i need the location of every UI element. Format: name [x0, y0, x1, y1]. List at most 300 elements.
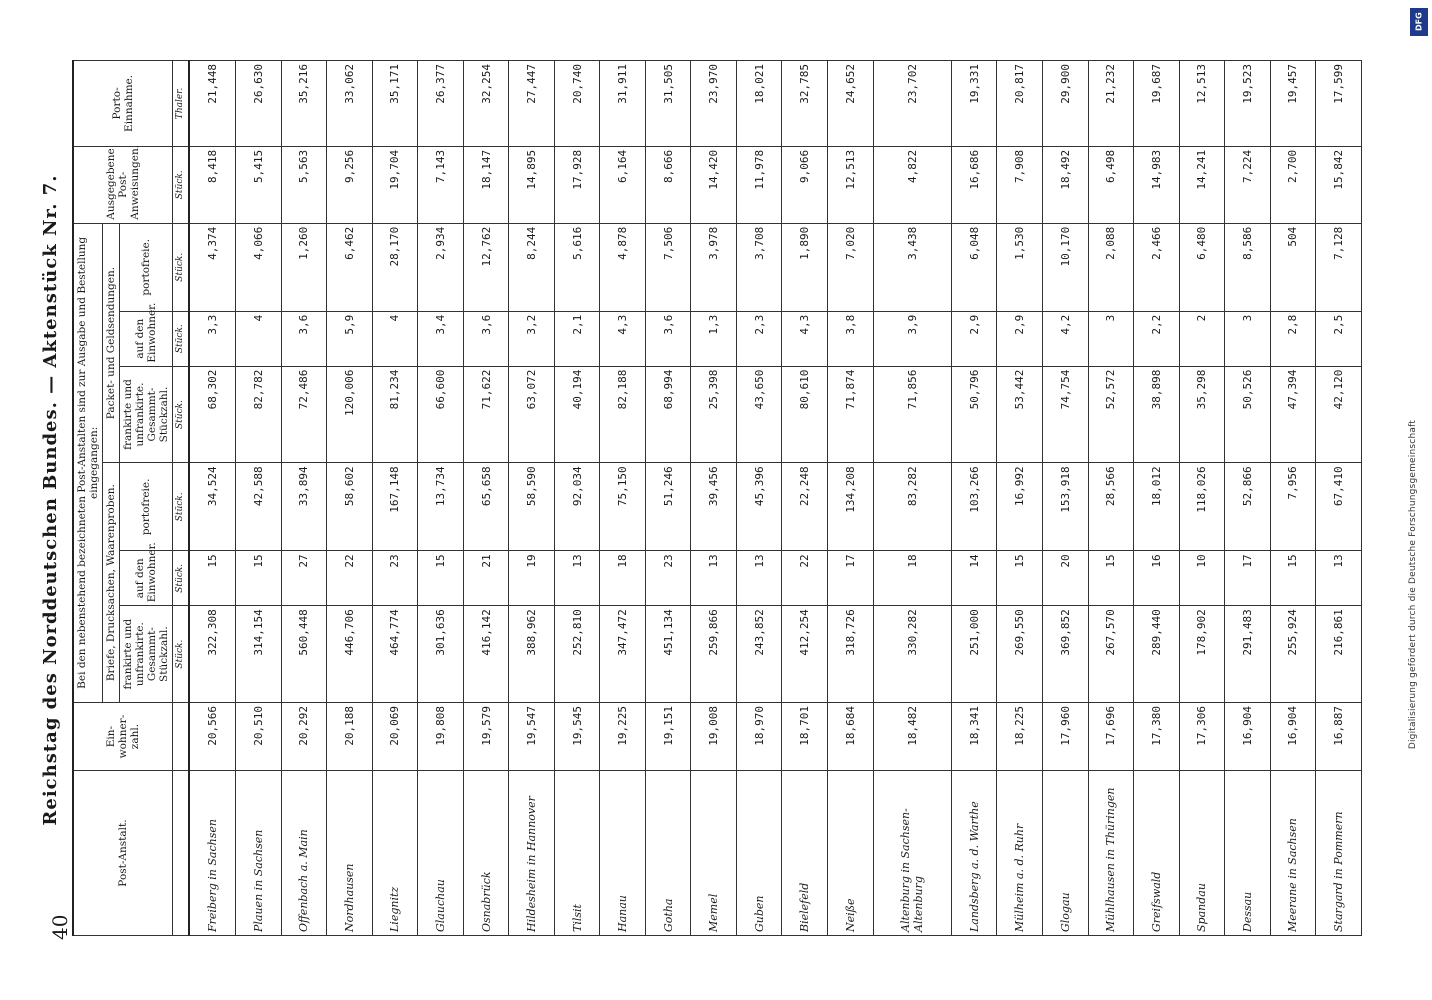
header-briefe: Briefe, Drucksachen, Waarenproben.	[103, 463, 120, 703]
cell-b-gesamt: 269,550	[997, 606, 1043, 703]
cell-p-gesamt: 47,394	[1270, 366, 1316, 463]
cell-einnahme: 12,513	[1179, 61, 1225, 147]
post-statistics-table	[72, 60, 1362, 936]
header-einwohnerzahl: Ein-wohner-zahl.	[73, 702, 173, 770]
cell-p-gesamt: 38,898	[1134, 366, 1180, 463]
cell-p-gesamt: 80,610	[782, 366, 828, 463]
cell-b-porto: 118,026	[1179, 463, 1225, 551]
cell-einnahme: 19,523	[1225, 61, 1271, 147]
cell-b-gesamt: 369,852	[1043, 606, 1089, 703]
cell-p-porto: 8,244	[509, 223, 555, 311]
cell-b-gesamt: 301,636	[418, 606, 464, 703]
cell-p-einw: 3	[1088, 311, 1134, 366]
cell-einnahme: 26,377	[418, 61, 464, 147]
cell-p-einw: 3,3	[189, 311, 236, 366]
cell-p-gesamt: 71,856	[873, 366, 951, 463]
cell-p-gesamt: 53,442	[997, 366, 1043, 463]
cell-anw: 2,700	[1270, 146, 1316, 223]
cell-anw: 17,928	[554, 146, 600, 223]
cell-name: Freiberg in Sachsen	[189, 771, 236, 936]
cell-name: Glauchau	[418, 771, 464, 936]
cell-p-porto: 28,170	[372, 223, 418, 311]
header-briefe-einwohner: auf den Einwohner.	[120, 551, 173, 606]
cell-b-gesamt: 412,254	[782, 606, 828, 703]
cell-p-einw: 3,4	[418, 311, 464, 366]
cell-b-gesamt: 216,861	[1316, 606, 1362, 703]
cell-anw: 15,842	[1316, 146, 1362, 223]
page-header-title: Reichstag des Norddeutschen Bundes. — Aktenstück Nr. 7.	[40, 174, 61, 826]
cell-b-gesamt: 330,282	[873, 606, 951, 703]
cell-b-einw: 15	[997, 551, 1043, 606]
table-row	[600, 61, 646, 936]
cell-b-porto: 103,266	[951, 463, 997, 551]
cell-b-porto: 153,918	[1043, 463, 1089, 551]
cell-einwohner: 19,547	[509, 702, 555, 770]
cell-b-porto: 33,894	[281, 463, 327, 551]
cell-einnahme: 31,505	[645, 61, 691, 147]
cell-b-porto: 167,148	[372, 463, 418, 551]
cell-anw: 14,420	[691, 146, 737, 223]
cell-p-einw: 2,9	[997, 311, 1043, 366]
table-row	[1179, 61, 1225, 936]
cell-b-gesamt: 446,706	[327, 606, 373, 703]
cell-b-gesamt: 291,483	[1225, 606, 1271, 703]
unit-blank	[173, 771, 189, 936]
cell-anw: 4,822	[873, 146, 951, 223]
cell-b-einw: 22	[327, 551, 373, 606]
cell-b-porto: 65,658	[463, 463, 509, 551]
cell-einnahme: 18,021	[736, 61, 782, 147]
cell-b-porto: 75,150	[600, 463, 646, 551]
header-frankirte: frankirte und unfrankirte.	[122, 379, 147, 450]
cell-name: Altenburg in Sachsen-Altenburg	[873, 771, 951, 936]
cell-name: Hanau	[600, 771, 646, 936]
cell-p-gesamt: 35,298	[1179, 366, 1225, 463]
cell-b-einw: 15	[1270, 551, 1316, 606]
cell-p-einw: 2,3	[736, 311, 782, 366]
cell-p-gesamt: 68,302	[189, 366, 236, 463]
header-briefe-portofreie: portofreie.	[120, 463, 173, 551]
cell-b-porto: 67,410	[1316, 463, 1362, 551]
cell-p-einw: 3	[1225, 311, 1271, 366]
cell-name: Tilsit	[554, 771, 600, 936]
cell-name: Greifswald	[1134, 771, 1180, 936]
cell-name: Landsberg a. d. Warthe	[951, 771, 997, 936]
unit-stueck: Stück.	[173, 223, 189, 311]
cell-einnahme: 33,062	[327, 61, 373, 147]
table-row	[327, 61, 373, 936]
cell-anw: 5,415	[236, 146, 282, 223]
cell-anw: 12,513	[827, 146, 873, 223]
cell-p-porto: 3,978	[691, 223, 737, 311]
cell-p-einw: 1,3	[691, 311, 737, 366]
cell-b-einw: 13	[554, 551, 600, 606]
cell-p-gesamt: 74,754	[1043, 366, 1089, 463]
cell-b-porto: 58,602	[327, 463, 373, 551]
cell-b-gesamt: 251,000	[951, 606, 997, 703]
cell-anw: 16,686	[951, 146, 997, 223]
cell-einnahme: 32,785	[782, 61, 828, 147]
cell-b-einw: 17	[1225, 551, 1271, 606]
cell-b-porto: 28,566	[1088, 463, 1134, 551]
cell-p-gesamt: 52,572	[1088, 366, 1134, 463]
cell-p-porto: 7,506	[645, 223, 691, 311]
cell-p-gesamt: 25,398	[691, 366, 737, 463]
cell-b-porto: 92,034	[554, 463, 600, 551]
cell-p-einw: 2,2	[1134, 311, 1180, 366]
cell-b-gesamt: 451,134	[645, 606, 691, 703]
cell-einwohner: 16,887	[1316, 702, 1362, 770]
cell-einnahme: 32,254	[463, 61, 509, 147]
cell-p-gesamt: 68,994	[645, 366, 691, 463]
cell-b-gesamt: 252,810	[554, 606, 600, 703]
digitization-credit: Digitalisierung gefördert durch die Deutsche Forschungsgemeinschaft	[1408, 420, 1418, 750]
cell-b-einw: 19	[509, 551, 555, 606]
cell-einnahme: 23,970	[691, 61, 737, 147]
cell-p-einw: 4,3	[782, 311, 828, 366]
cell-einnahme: 31,911	[600, 61, 646, 147]
cell-einnahme: 35,171	[372, 61, 418, 147]
unit-stueck: Stück.	[173, 551, 189, 606]
cell-p-porto: 3,708	[736, 223, 782, 311]
cell-p-porto: 7,128	[1316, 223, 1362, 311]
cell-einwohner: 19,008	[691, 702, 737, 770]
unit-stueck: Stück.	[173, 463, 189, 551]
cell-b-gesamt: 560,448	[281, 606, 327, 703]
cell-einwohner: 19,151	[645, 702, 691, 770]
table-row	[1225, 61, 1271, 936]
cell-anw: 18,147	[463, 146, 509, 223]
cell-einwohner: 18,684	[827, 702, 873, 770]
cell-p-porto: 12,762	[463, 223, 509, 311]
header-frankirte: frankirte und unfrankirte.	[122, 618, 147, 690]
cell-name: Nordhausen	[327, 771, 373, 936]
table-row	[418, 61, 464, 936]
cell-p-porto: 8,586	[1225, 223, 1271, 311]
cell-anw: 11,978	[736, 146, 782, 223]
unit-thaler: Thaler.	[173, 61, 189, 147]
cell-name: Spandau	[1179, 771, 1225, 936]
cell-b-einw: 17	[827, 551, 873, 606]
cell-anw: 9,256	[327, 146, 373, 223]
cell-einwohner: 18,225	[997, 702, 1043, 770]
header-packet: Packet- und Geldsendungen.	[103, 223, 120, 463]
cell-einwohner: 17,380	[1134, 702, 1180, 770]
cell-p-porto: 1,260	[281, 223, 327, 311]
cell-p-porto: 1,530	[997, 223, 1043, 311]
cell-p-gesamt: 71,874	[827, 366, 873, 463]
header-packet-portofreie: portofreie.	[120, 223, 173, 311]
cell-p-porto: 504	[1270, 223, 1316, 311]
cell-b-einw: 20	[1043, 551, 1089, 606]
cell-p-porto: 2,088	[1088, 223, 1134, 311]
table-row	[736, 61, 782, 936]
cell-name: Liegnitz	[372, 771, 418, 936]
header-briefe-gesamt	[120, 606, 173, 703]
cell-p-gesamt: 82,188	[600, 366, 646, 463]
header-packet-einwohner: auf den Einwohner.	[120, 311, 173, 366]
cell-name: Gotha	[645, 771, 691, 936]
cell-p-einw: 3,6	[463, 311, 509, 366]
cell-b-gesamt: 464,774	[372, 606, 418, 703]
table-row	[951, 61, 997, 936]
cell-b-einw: 15	[189, 551, 236, 606]
cell-b-porto: 22,248	[782, 463, 828, 551]
cell-b-einw: 16	[1134, 551, 1180, 606]
cell-b-gesamt: 178,902	[1179, 606, 1225, 703]
cell-b-porto: 39,456	[691, 463, 737, 551]
cell-b-porto: 134,208	[827, 463, 873, 551]
cell-einnahme: 26,630	[236, 61, 282, 147]
cell-p-einw: 2,1	[554, 311, 600, 366]
cell-b-porto: 34,524	[189, 463, 236, 551]
cell-anw: 14,895	[509, 146, 555, 223]
cell-name: Offenbach a. Main	[281, 771, 327, 936]
cell-b-einw: 15	[418, 551, 464, 606]
cell-anw: 7,143	[418, 146, 464, 223]
cell-b-einw: 27	[281, 551, 327, 606]
cell-anw: 8,418	[189, 146, 236, 223]
cell-p-porto: 6,048	[951, 223, 997, 311]
cell-name: Neiße	[827, 771, 873, 936]
cell-einwohner: 20,188	[327, 702, 373, 770]
cell-b-porto: 18,012	[1134, 463, 1180, 551]
cell-p-einw: 2,8	[1270, 311, 1316, 366]
cell-p-porto: 2,934	[418, 223, 464, 311]
cell-einnahme: 21,232	[1088, 61, 1134, 147]
cell-einnahme: 21,448	[189, 61, 236, 147]
cell-b-gesamt: 259,866	[691, 606, 737, 703]
cell-b-einw: 22	[782, 551, 828, 606]
table-row	[1270, 61, 1316, 936]
cell-einnahme: 24,652	[827, 61, 873, 147]
cell-p-porto: 4,066	[236, 223, 282, 311]
dfg-logo: DFG	[1410, 8, 1428, 36]
cell-p-gesamt: 42,120	[1316, 366, 1362, 463]
cell-name: Glogau	[1043, 771, 1089, 936]
table-row	[1088, 61, 1134, 936]
table-row	[554, 61, 600, 936]
cell-b-einw: 15	[1088, 551, 1134, 606]
cell-p-einw: 4	[236, 311, 282, 366]
cell-p-einw: 3,6	[281, 311, 327, 366]
cell-b-porto: 7,956	[1270, 463, 1316, 551]
cell-name: Plauen in Sachsen	[236, 771, 282, 936]
cell-name: Hildesheim in Hannover	[509, 771, 555, 936]
header-porto-einnahme: Porto-Einnahme.	[73, 61, 173, 147]
cell-name: Mülheim a. d. Ruhr	[997, 771, 1043, 936]
cell-b-gesamt: 347,472	[600, 606, 646, 703]
cell-p-gesamt: 72,486	[281, 366, 327, 463]
cell-einwohner: 19,579	[463, 702, 509, 770]
table-row	[782, 61, 828, 936]
cell-p-gesamt: 43,650	[736, 366, 782, 463]
table-row	[873, 61, 951, 936]
header-group-title: Bei den nebenstehend bezeichneten Post-Anstalten sind zur Ausgabe und Bestellung eingegangen:	[73, 223, 103, 702]
cell-einnahme: 19,331	[951, 61, 997, 147]
cell-b-porto: 83,282	[873, 463, 951, 551]
header-post-anweisungen: Ausgegebene Post-Anweisungen.	[73, 146, 173, 223]
header-gesamt-stueckzahl: Gesammt-Stückzahl.	[146, 626, 171, 682]
cell-b-einw: 21	[463, 551, 509, 606]
cell-anw: 9,066	[782, 146, 828, 223]
cell-anw: 8,666	[645, 146, 691, 223]
cell-p-einw: 3,9	[873, 311, 951, 366]
cell-einnahme: 23,702	[873, 61, 951, 147]
cell-b-porto: 52,866	[1225, 463, 1271, 551]
table-row	[189, 61, 236, 936]
table-row	[827, 61, 873, 936]
cell-b-einw: 10	[1179, 551, 1225, 606]
cell-einwohner: 16,904	[1270, 702, 1316, 770]
cell-p-gesamt: 50,796	[951, 366, 997, 463]
cell-b-porto: 13,734	[418, 463, 464, 551]
header-gesamt-stueckzahl: Gesammt-Stückzahl.	[146, 386, 171, 443]
cell-p-einw: 4,2	[1043, 311, 1089, 366]
cell-einwohner: 20,510	[236, 702, 282, 770]
page-number: 40	[48, 914, 72, 940]
cell-einwohner: 20,069	[372, 702, 418, 770]
cell-einwohner: 20,292	[281, 702, 327, 770]
cell-einwohner: 18,482	[873, 702, 951, 770]
cell-name: Mühlhausen in Thüringen	[1088, 771, 1134, 936]
cell-p-gesamt: 71,622	[463, 366, 509, 463]
cell-p-porto: 5,616	[554, 223, 600, 311]
cell-b-einw: 13	[1316, 551, 1362, 606]
cell-einnahme: 20,740	[554, 61, 600, 147]
table-row	[997, 61, 1043, 936]
cell-einnahme: 35,216	[281, 61, 327, 147]
cell-anw: 18,492	[1043, 146, 1089, 223]
cell-b-gesamt: 388,962	[509, 606, 555, 703]
cell-b-gesamt: 267,570	[1088, 606, 1134, 703]
cell-einwohner: 18,701	[782, 702, 828, 770]
header-packet-gesamt	[120, 366, 173, 463]
cell-p-gesamt: 82,782	[236, 366, 282, 463]
cell-p-porto: 6,480	[1179, 223, 1225, 311]
cell-p-einw: 2,9	[951, 311, 997, 366]
table-row	[236, 61, 282, 936]
cell-b-gesamt: 322,308	[189, 606, 236, 703]
cell-anw: 14,983	[1134, 146, 1180, 223]
cell-b-porto: 42,588	[236, 463, 282, 551]
cell-anw: 7,908	[997, 146, 1043, 223]
cell-einwohner: 17,960	[1043, 702, 1089, 770]
table-row	[645, 61, 691, 936]
cell-anw: 6,498	[1088, 146, 1134, 223]
table-body	[189, 61, 1362, 936]
header-post-anstalt: Post-Anstalt.	[73, 771, 173, 936]
table-row	[372, 61, 418, 936]
cell-b-gesamt: 243,852	[736, 606, 782, 703]
cell-einnahme: 17,599	[1316, 61, 1362, 147]
cell-anw: 14,241	[1179, 146, 1225, 223]
table-row	[1043, 61, 1089, 936]
unit-stueck: Stück.	[173, 146, 189, 223]
cell-einwohner: 19,225	[600, 702, 646, 770]
cell-b-einw: 23	[645, 551, 691, 606]
cell-name: Guben	[736, 771, 782, 936]
cell-b-gesamt: 416,142	[463, 606, 509, 703]
table-row	[509, 61, 555, 936]
table-row	[691, 61, 737, 936]
cell-b-gesamt: 314,154	[236, 606, 282, 703]
unit-blank	[173, 702, 189, 770]
cell-einwohner: 19,808	[418, 702, 464, 770]
cell-einwohner: 18,970	[736, 702, 782, 770]
cell-p-einw: 2	[1179, 311, 1225, 366]
cell-p-porto: 6,462	[327, 223, 373, 311]
unit-stueck: Stück.	[173, 606, 189, 703]
cell-b-gesamt: 255,924	[1270, 606, 1316, 703]
cell-b-porto: 51,246	[645, 463, 691, 551]
cell-einwohner: 20,566	[189, 702, 236, 770]
unit-stueck: Stück.	[173, 366, 189, 463]
cell-b-gesamt: 318,726	[827, 606, 873, 703]
cell-b-einw: 15	[236, 551, 282, 606]
cell-p-gesamt: 81,234	[372, 366, 418, 463]
cell-p-einw: 4,3	[600, 311, 646, 366]
cell-name: Osnabrück	[463, 771, 509, 936]
cell-b-einw: 23	[372, 551, 418, 606]
cell-p-porto: 3,438	[873, 223, 951, 311]
cell-einnahme: 29,900	[1043, 61, 1089, 147]
cell-p-gesamt: 40,194	[554, 366, 600, 463]
table-row	[463, 61, 509, 936]
table-row	[1134, 61, 1180, 936]
cell-p-gesamt: 50,526	[1225, 366, 1271, 463]
cell-einnahme: 27,447	[509, 61, 555, 147]
cell-anw: 7,224	[1225, 146, 1271, 223]
cell-p-einw: 2,5	[1316, 311, 1362, 366]
cell-b-einw: 18	[600, 551, 646, 606]
cell-einwohner: 16,904	[1225, 702, 1271, 770]
cell-p-porto: 4,374	[189, 223, 236, 311]
cell-name: Meerane in Sachsen	[1270, 771, 1316, 936]
unit-stueck: Stück.	[173, 311, 189, 366]
cell-anw: 19,704	[372, 146, 418, 223]
cell-einwohner: 18,341	[951, 702, 997, 770]
cell-p-einw: 3,8	[827, 311, 873, 366]
cell-einnahme: 19,687	[1134, 61, 1180, 147]
cell-p-gesamt: 63,072	[509, 366, 555, 463]
cell-p-einw: 5,9	[327, 311, 373, 366]
cell-einnahme: 20,817	[997, 61, 1043, 147]
cell-p-porto: 10,170	[1043, 223, 1089, 311]
cell-b-gesamt: 289,440	[1134, 606, 1180, 703]
cell-b-porto: 16,992	[997, 463, 1043, 551]
cell-b-einw: 14	[951, 551, 997, 606]
cell-p-gesamt: 66,600	[418, 366, 464, 463]
cell-einwohner: 19,545	[554, 702, 600, 770]
cell-p-porto: 7,020	[827, 223, 873, 311]
cell-b-einw: 13	[691, 551, 737, 606]
cell-p-porto: 1,890	[782, 223, 828, 311]
cell-p-einw: 3,2	[509, 311, 555, 366]
cell-name: Stargard in Pommern	[1316, 771, 1362, 936]
cell-anw: 6,164	[600, 146, 646, 223]
cell-p-einw: 3,6	[645, 311, 691, 366]
cell-anw: 5,563	[281, 146, 327, 223]
cell-name: Memel	[691, 771, 737, 936]
cell-b-einw: 18	[873, 551, 951, 606]
cell-einnahme: 19,457	[1270, 61, 1316, 147]
cell-b-porto: 45,396	[736, 463, 782, 551]
cell-einwohner: 17,306	[1179, 702, 1225, 770]
cell-p-porto: 2,466	[1134, 223, 1180, 311]
cell-b-einw: 13	[736, 551, 782, 606]
cell-p-gesamt: 120,006	[327, 366, 373, 463]
